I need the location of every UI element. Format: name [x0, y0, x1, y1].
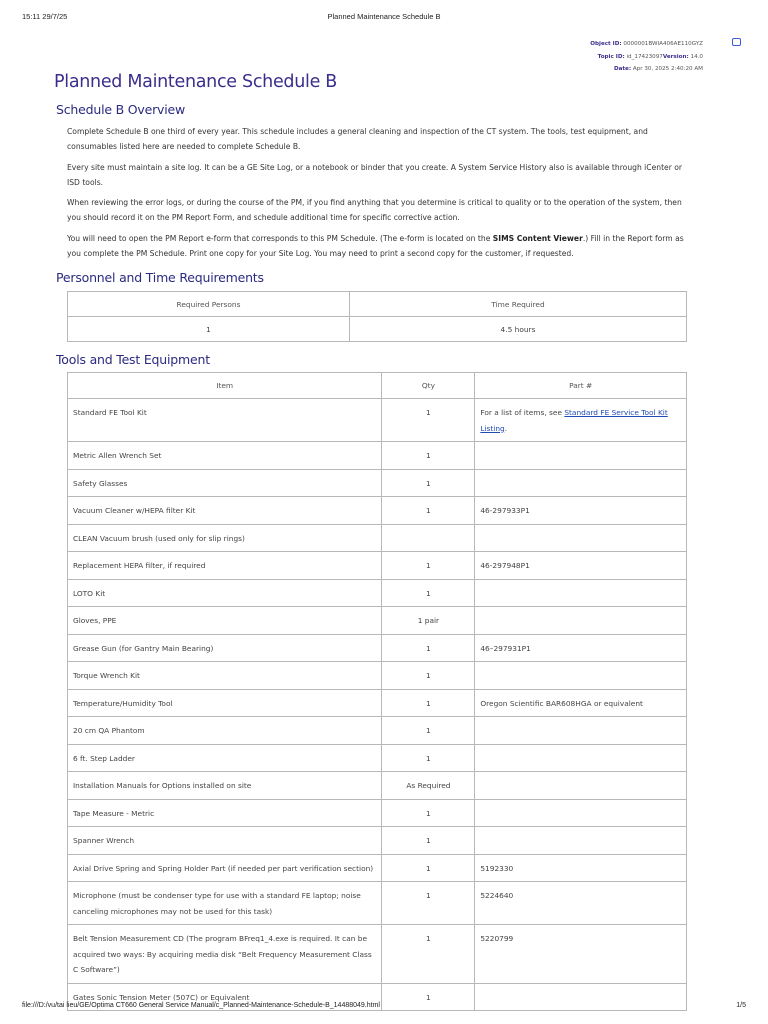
part-number-cell — [475, 579, 687, 607]
qty-cell: 1 — [382, 399, 475, 442]
qty-cell: 1 — [382, 717, 475, 745]
print-timestamp: 15:11 29/7/25 — [22, 12, 68, 21]
table-row — [68, 662, 687, 690]
item-cell: Axial Drive Spring and Spring Holder Part (if needed per part verification section) — [68, 854, 382, 882]
topic-id: id_17423097 — [626, 53, 663, 60]
part-number-cell — [475, 442, 687, 470]
qty-cell: 1 — [382, 442, 475, 470]
item-cell: Gloves, PPE — [68, 607, 382, 635]
item-cell: Microphone (must be condenser type for use with a standard FE laptop; noise canceling microphones may not be used for this task) — [68, 882, 382, 925]
item-cell: Gates Sonic Tension Meter (507C) or Equivalent — [68, 983, 382, 1011]
col-time-required: Time Required — [350, 292, 687, 317]
topic-date: Apr 30, 2025 2:40:20 AM — [632, 66, 703, 72]
item-cell: Vacuum Cleaner w/HEPA filter Kit — [68, 497, 382, 525]
col-qty: Qty — [382, 373, 475, 399]
personnel-heading: Personnel and Time Requirements — [56, 270, 264, 285]
part-number-cell — [475, 827, 687, 855]
table-row — [68, 524, 687, 552]
col-part-number: Part # — [475, 373, 687, 399]
col-required-persons: Required Persons — [68, 292, 350, 317]
item-cell: Belt Tension Measurement CD (The program BFreq1_4.exe is required. It can be acquired two ways: By acquiring media disk “Belt Frequency Measurement Class C Software”) — [68, 925, 382, 984]
qty-cell: 1 — [382, 983, 475, 1011]
item-cell: Grease Gun (for Gantry Main Bearing) — [68, 634, 382, 662]
item-cell: 6 ft. Step Ladder — [68, 744, 382, 772]
table-row — [68, 827, 687, 855]
part-number-cell — [475, 524, 687, 552]
required-persons-value: 1 — [68, 317, 350, 342]
tools-table — [67, 372, 687, 1011]
table-row — [68, 689, 687, 717]
item-cell: LOTO Kit — [68, 579, 382, 607]
overview-paragraph: When reviewing the error logs, or during the course of the PM, if you find anything that you determine is critical to quality or to the operation of the system, then you should record it on the PM Report Form, and schedule additional time for specific corrective action. — [67, 198, 682, 222]
part-number-cell: 46-297948P1 — [475, 552, 687, 580]
table-row — [68, 772, 687, 800]
table-row — [68, 925, 687, 984]
item-cell: Tape Measure - Metric — [68, 799, 382, 827]
part-number-cell — [475, 772, 687, 800]
table-row — [68, 552, 687, 580]
col-item: Item — [68, 373, 382, 399]
qty-cell: 1 — [382, 799, 475, 827]
qty-cell: 1 — [382, 469, 475, 497]
table-row — [68, 854, 687, 882]
part-number-cell: Oregon Scientific BAR608HGA or equivalent — [475, 689, 687, 717]
overview-paragraph: You will need to open the PM Report e-form that corresponds to this PM Schedule. (The e-form is located on the SIMS Content Viewer.) Fill in the Report form as you complete the PM Schedule. Print one copy for your Site Log. You may need to print a second copy for the customer, if requested. — [67, 233, 684, 258]
part-number-cell — [475, 983, 687, 1011]
qty-cell: 1 — [382, 662, 475, 690]
part-number-cell: 5224640 — [475, 882, 687, 925]
item-cell: Standard FE Tool Kit — [68, 399, 382, 442]
overview-heading: Schedule B Overview — [56, 102, 186, 117]
time-required-value: 4.5 hours — [350, 317, 687, 342]
topic-metadata — [590, 38, 703, 76]
part-number-cell — [475, 717, 687, 745]
table-header-row — [68, 373, 687, 399]
table-row — [68, 882, 687, 925]
personnel-table — [67, 291, 687, 342]
table-row — [68, 607, 687, 635]
part-number-cell — [475, 469, 687, 497]
version: 14.0 — [690, 53, 703, 60]
item-cell: Metric Allen Wrench Set — [68, 442, 382, 470]
part-number-cell — [475, 744, 687, 772]
item-cell: CLEAN Vacuum brush (used only for slip rings) — [68, 524, 382, 552]
table-row — [68, 579, 687, 607]
qty-cell: 1 — [382, 827, 475, 855]
part-number-cell — [475, 662, 687, 690]
object-id: 0000001BWIA406AE110GYZ — [623, 41, 703, 47]
table-row — [68, 634, 687, 662]
item-cell: Spanner Wrench — [68, 827, 382, 855]
qty-cell: 1 — [382, 689, 475, 717]
item-cell: Torque Wrench Kit — [68, 662, 382, 690]
item-cell: Safety Glasses — [68, 469, 382, 497]
part-number-cell: 5192330 — [475, 854, 687, 882]
table-row — [68, 317, 687, 342]
table-row — [68, 497, 687, 525]
tools-heading: Tools and Test Equipment — [56, 352, 210, 367]
print-title: Planned Maintenance Schedule B — [327, 12, 441, 21]
part-number-cell: 5220799 — [475, 925, 687, 984]
tools-table-body — [68, 399, 687, 1011]
table-row — [68, 799, 687, 827]
print-header — [0, 12, 768, 24]
tool-kit-listing-link[interactable]: Standard FE Service Tool Kit Listing — [480, 408, 668, 433]
qty-cell — [382, 524, 475, 552]
qty-cell: 1 — [382, 925, 475, 984]
part-number-cell: For a list of items, see Standard FE Service Tool Kit Listing. — [475, 399, 687, 442]
table-row — [68, 399, 687, 442]
date-line: Date: Apr 30, 2025 2:40:20 AM — [613, 66, 703, 72]
overview-paragraph: Complete Schedule B one third of every year. This schedule includes a general cleaning and inspection of the CT system. The tools, test equipment, and consumables listed here are needed to complete Schedule B. — [67, 127, 648, 151]
table-row — [68, 717, 687, 745]
part-number-cell: 46-297933P1 — [475, 497, 687, 525]
item-cell: 20 cm QA Phantom — [68, 717, 382, 745]
item-cell: Installation Manuals for Options installed on site — [68, 772, 382, 800]
part-number-cell: 46–297931P1 — [475, 634, 687, 662]
part-number-cell — [475, 799, 687, 827]
qty-cell: 1 pair — [382, 607, 475, 635]
qty-cell: 1 — [382, 634, 475, 662]
page-title: Planned Maintenance Schedule B — [54, 72, 338, 92]
qty-cell: 1 — [382, 579, 475, 607]
qty-cell: As Required — [382, 772, 475, 800]
qty-cell: 1 — [382, 744, 475, 772]
table-row — [68, 744, 687, 772]
qty-cell: 1 — [382, 882, 475, 925]
overview-paragraph: Every site must maintain a site log. It can be a GE Site Log, or a notebook or binder that you create. A System Service History also is available through iCenter or ISD tools. — [67, 162, 683, 187]
item-cell: Temperature/Humidity Tool — [68, 689, 382, 717]
qty-cell: 1 — [382, 497, 475, 525]
table-row — [68, 442, 687, 470]
part-number-cell — [475, 607, 687, 635]
sims-content-viewer: SIMS Content Viewer — [492, 233, 583, 243]
feedback-icon[interactable] — [732, 38, 741, 46]
item-cell: Replacement HEPA filter, if required — [68, 552, 382, 580]
overview-body — [67, 124, 687, 266]
table-header-row — [68, 292, 687, 317]
object-id-line: Object ID: 0000001BWIA406AE110GYZ — [590, 41, 703, 47]
print-url: file:///D:/vu/tai lieu/GE/Optima CT660 General Service Manual/c_Planned-Maintenance-Schedule-B_14488049.html — [22, 1002, 380, 1009]
topic-id-line: Topic ID: id_17423097Version: 14.0 — [597, 53, 703, 60]
table-row — [68, 469, 687, 497]
page-number: 1/5 — [736, 1002, 746, 1009]
qty-cell: 1 — [382, 552, 475, 580]
qty-cell: 1 — [382, 854, 475, 882]
